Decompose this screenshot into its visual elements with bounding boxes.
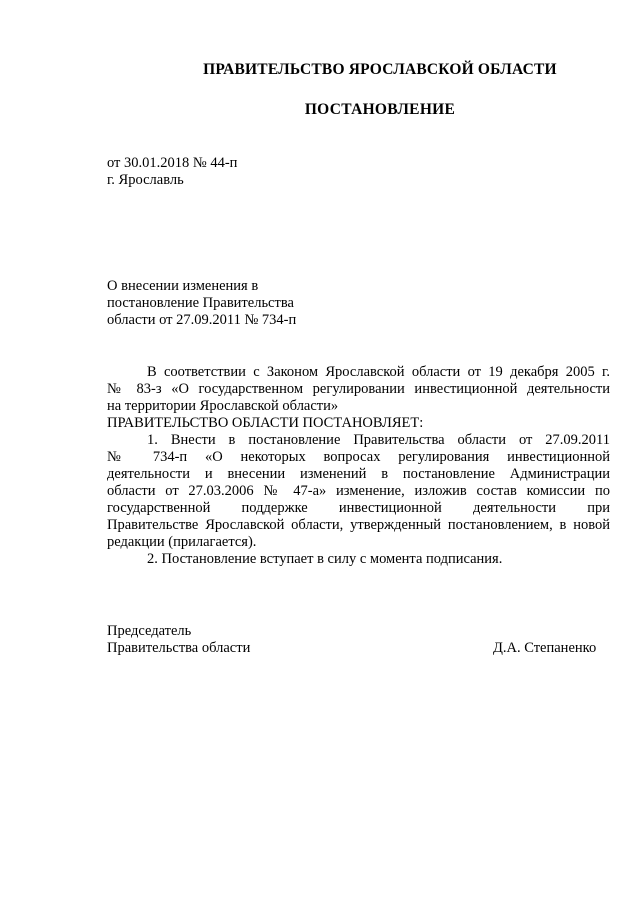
item1-line: государственной поддержке инвестиционной деятельности при — [107, 500, 610, 516]
preamble-line: на территории Ярославской области» — [107, 398, 339, 414]
document-type-title: ПОСТАНОВЛЕНИЕ — [304, 101, 456, 118]
item1-line: 1. Внести в постановление Правительства области от 27.09.2011 — [147, 432, 610, 448]
item1-line: деятельности и внесении изменений в постановление Администрации — [107, 466, 610, 482]
subject-line: постановление Правительства — [107, 295, 294, 311]
preamble-line: № 83-з «О государственном регулировании инвестиционной деятельности — [107, 381, 610, 397]
item2-line: 2. Постановление вступает в силу с момента подписания. — [147, 551, 503, 567]
signatory-name: Д.А. Степаненко — [493, 640, 597, 656]
subject-line: О внесении изменения в — [107, 278, 259, 294]
subject-line: области от 27.09.2011 № 734-п — [107, 312, 297, 328]
item1-line: области от 27.03.2006 № 47-а» изменение, изложив состав комиссии по — [107, 483, 610, 499]
signatory-title: Председатель — [107, 623, 192, 639]
item1-line: редакции (прилагается). — [107, 534, 257, 550]
organization-title: ПРАВИТЕЛЬСТВО ЯРОСЛАВСКОЙ ОБЛАСТИ — [203, 61, 557, 78]
preamble-line: В соответствии с Законом Ярославской области от 19 декабря 2005 г. — [147, 364, 610, 380]
document-date-number: от 30.01.2018 № 44-п — [107, 155, 238, 171]
document-city: г. Ярославль — [107, 172, 184, 188]
signatory-title: Правительства области — [107, 640, 251, 656]
item1-line: № 734-п «О некоторых вопросах регулирования инвестиционной — [107, 449, 610, 465]
resolves-line: ПРАВИТЕЛЬСТВО ОБЛАСТИ ПОСТАНОВЛЯЕТ: — [107, 415, 424, 431]
item1-line: Правительстве Ярославской области, утвержденный постановлением, в новой — [107, 517, 610, 533]
